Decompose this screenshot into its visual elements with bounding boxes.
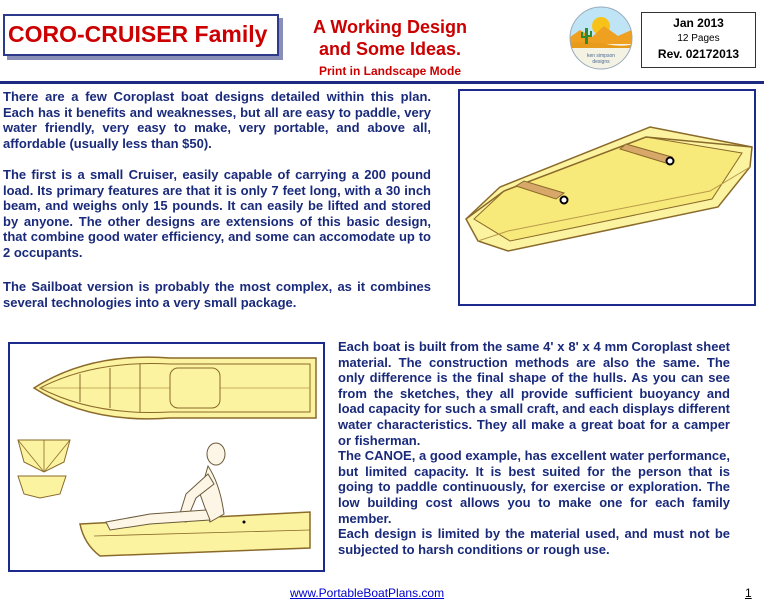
- page-count: 12 Pages: [677, 33, 720, 44]
- document-date: Jan 2013: [673, 16, 724, 30]
- construction-text: [338, 339, 730, 557]
- subtitle: [296, 16, 484, 60]
- page-number: 1: [745, 586, 752, 600]
- designer-logo: [566, 6, 636, 70]
- logo-text-line1: ken simpson: [586, 53, 616, 59]
- limitation-paragraph: Each design is limited by the material used, and must not be subjected to harsh conditions or rough use.: [338, 526, 730, 557]
- website-link[interactable]: www.PortableBoatPlans.com: [290, 586, 445, 600]
- header-divider: [0, 81, 764, 84]
- revision-number: Rev. 02172013: [657, 47, 740, 61]
- canoe-illustration: [458, 89, 756, 306]
- intro-paragraph: There are a few Coroplast boat designs detailed within this plan. Each has it benefits and weaknesses, but all are easy to paddle, very water friendly, very easy to make, very portable, and above all, affordable (usually less than $50).: [3, 89, 431, 151]
- cruiser-illustration: [8, 342, 325, 572]
- cruiser-paragraph: The first is a small Cruiser, easily capable of carrying a 200 pound load. Its primary features are that it is only 7 feet long, with a 30 inch beam, and weighs only 15 pounds. It can easily be lifted and stored by anyone. The other designs are extensions of this basic design, that combine good water efficiency, and some can accomodate up to 2 occupants.: [3, 167, 431, 260]
- canoe-paragraph: The CANOE, a good example, has excellent water performance, but limited capacity. It is best suited for the person that is going to paddle continuously, for exercise or exploration. The low building cost allows you to make one for each family member.: [338, 448, 730, 526]
- subtitle-line1: A Working Design: [312, 17, 467, 37]
- subtitle-line2: and Some Ideas.: [318, 39, 462, 59]
- print-note: Print in Landscape Mode: [318, 64, 462, 78]
- sailboat-paragraph: The Sailboat version is probably the most complex, as it combines several technologies into a very small package.: [3, 279, 431, 310]
- logo-text-line2: designs: [592, 59, 610, 65]
- page-title: CORO-CRUISER Family: [8, 21, 268, 47]
- construction-paragraph: Each boat is built from the same 4' x 8' x 4 mm Coroplast sheet material. The construction methods are also the same. The only difference is the final shape of the hulls. As you can see from the sketches, they all provide sufficient buoyancy and load capacity for such a small craft, and each displays different water characteristics. They all make a great boat for a camper or fisherman.: [338, 339, 730, 448]
- document-info-box: [641, 12, 756, 68]
